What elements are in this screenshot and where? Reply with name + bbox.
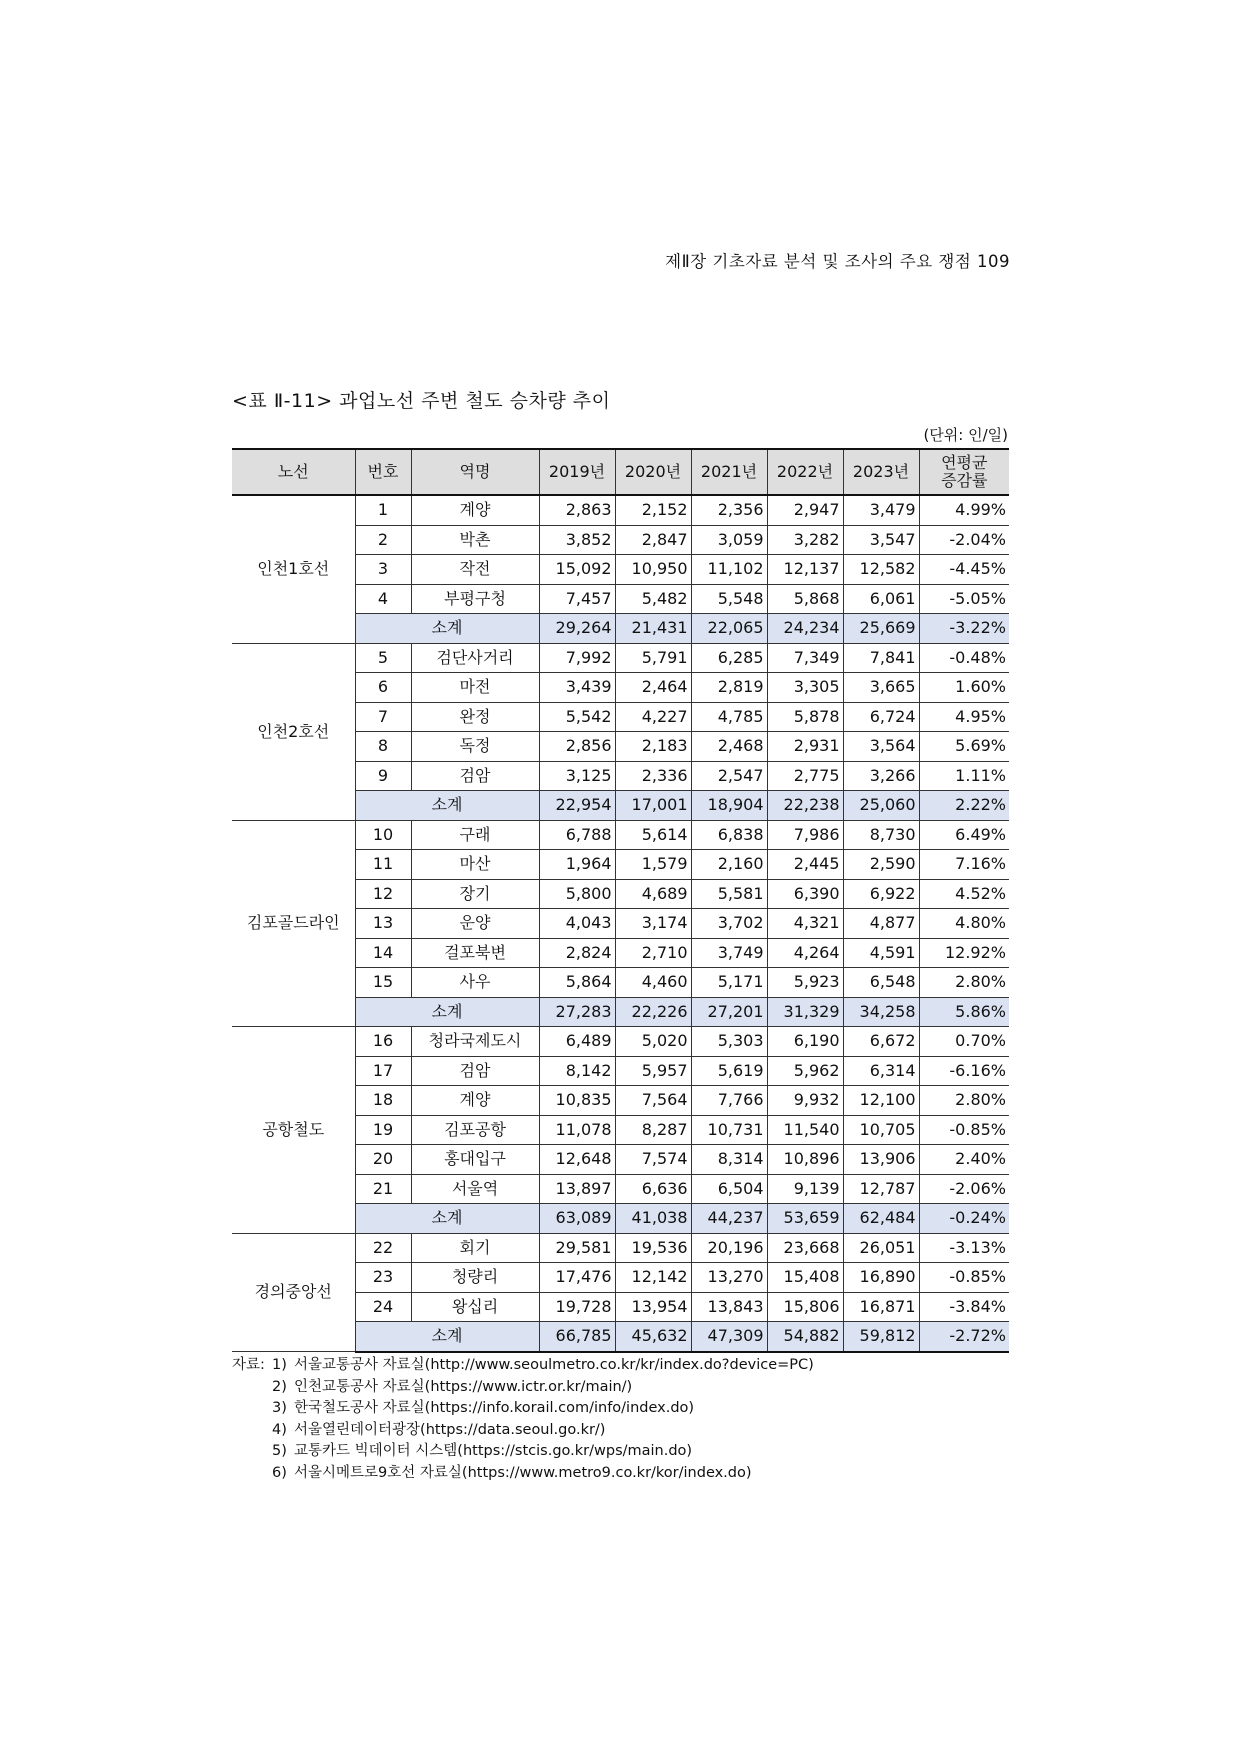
value-cell: 2,160 [691,850,767,880]
value-cell: 4,591 [843,938,919,968]
col-header: 2022년 [767,449,843,495]
subtotal-label: 소계 [355,1204,539,1234]
source-text: 서울교통공사 자료실(http://www.seoulmetro.co.kr/kr/index.do?device=PC) [294,1357,814,1373]
value-cell: 2,863 [539,495,615,525]
value-cell: 53,659 [767,1204,843,1234]
value-cell: 10,731 [691,1115,767,1145]
value-cell: 6.49% [919,820,1009,850]
station-number: 11 [355,850,411,880]
line-name: 인천2호선 [232,643,355,820]
line-group [232,495,1009,643]
value-cell: 5,868 [767,584,843,614]
station-number: 13 [355,909,411,939]
value-cell: 5,581 [691,879,767,909]
value-cell: 7.16% [919,850,1009,880]
value-cell: 8,287 [615,1115,691,1145]
value-cell: 3,059 [691,525,767,555]
col-header: 2019년 [539,449,615,495]
subtotal-label: 소계 [355,791,539,821]
value-cell: 2,819 [691,673,767,703]
value-cell: 3,282 [767,525,843,555]
unit-label: (단위: 인/일) [923,426,1008,444]
value-cell: 6,390 [767,879,843,909]
value-cell: 22,238 [767,791,843,821]
value-cell: 3,266 [843,761,919,791]
source-item [232,1398,1012,1420]
source-text: 서울열린데이터광장(https://data.seoul.go.kr/) [294,1421,606,1438]
station-number: 20 [355,1145,411,1175]
value-cell: 12,142 [615,1263,691,1293]
source-number: 5) [272,1443,287,1459]
value-cell: 2,847 [615,525,691,555]
value-cell: 2,931 [767,732,843,762]
value-cell: 22,226 [615,997,691,1027]
value-cell: 10,896 [767,1145,843,1175]
station-number: 23 [355,1263,411,1293]
value-cell: 2,824 [539,938,615,968]
value-cell: 7,992 [539,643,615,673]
value-cell: 2,356 [691,495,767,525]
line-name: 경의중앙선 [232,1233,355,1352]
value-cell: 23,668 [767,1233,843,1263]
value-cell: 4,689 [615,879,691,909]
value-cell: -5.05% [919,584,1009,614]
value-cell: 2,183 [615,732,691,762]
value-cell: 7,349 [767,643,843,673]
value-cell: 12,648 [539,1145,615,1175]
station-name: 왕십리 [411,1292,539,1322]
source-item [232,1420,1012,1442]
station-name: 청량리 [411,1263,539,1293]
value-cell: 5.69% [919,732,1009,762]
line-group [232,1233,1009,1352]
value-cell: 8,730 [843,820,919,850]
subtotal-label: 소계 [355,614,539,644]
station-name: 검암 [411,761,539,791]
header-row [232,449,1009,495]
value-cell: 62,484 [843,1204,919,1234]
value-cell: 2,947 [767,495,843,525]
table-row [232,495,1009,525]
value-cell: 54,882 [767,1322,843,1352]
table-row [232,1233,1009,1263]
value-cell: 4.99% [919,495,1009,525]
value-cell: 6,922 [843,879,919,909]
value-cell: -2.06% [919,1174,1009,1204]
line-name: 인천1호선 [232,495,355,643]
value-cell: -4.45% [919,555,1009,585]
value-cell: 8,142 [539,1056,615,1086]
value-cell: 12,787 [843,1174,919,1204]
value-cell: 17,001 [615,791,691,821]
value-cell: 3,702 [691,909,767,939]
value-cell: 5,548 [691,584,767,614]
col-header: 노선 [232,449,355,495]
station-number: 2 [355,525,411,555]
table-row [232,820,1009,850]
value-cell: 1.60% [919,673,1009,703]
value-cell: 15,408 [767,1263,843,1293]
source-number: 4) [272,1421,287,1438]
table-title: <표 Ⅱ-11> 과업노선 주변 철도 승차량 추이 [232,390,611,412]
subtotal-label: 소계 [355,997,539,1027]
value-cell: 5,864 [539,968,615,998]
value-cell: 2,336 [615,761,691,791]
station-number: 21 [355,1174,411,1204]
station-number: 9 [355,761,411,791]
station-number: 14 [355,938,411,968]
subtotal-label: 소계 [355,1322,539,1352]
station-number: 1 [355,495,411,525]
value-cell: 4,264 [767,938,843,968]
value-cell: 7,766 [691,1086,767,1116]
value-cell: 63,089 [539,1204,615,1234]
source-item [232,1441,1012,1463]
value-cell: 59,812 [843,1322,919,1352]
value-cell: 41,038 [615,1204,691,1234]
value-cell: 47,309 [691,1322,767,1352]
value-cell: 4,227 [615,702,691,732]
value-cell: 16,890 [843,1263,919,1293]
value-cell: 27,201 [691,997,767,1027]
value-cell: 4,785 [691,702,767,732]
value-cell: 7,986 [767,820,843,850]
col-header: 2023년 [843,449,919,495]
value-cell: 15,092 [539,555,615,585]
col-header: 역명 [411,449,539,495]
station-name: 검단사거리 [411,643,539,673]
station-number: 19 [355,1115,411,1145]
table-row [232,1027,1009,1057]
value-cell: -2.04% [919,525,1009,555]
value-cell: 12.92% [919,938,1009,968]
source-number: 3) [272,1400,287,1416]
station-number: 15 [355,968,411,998]
value-cell: 45,632 [615,1322,691,1352]
value-cell: 26,051 [843,1233,919,1263]
col-header: 2020년 [615,449,691,495]
source-text: 서울시메트로9호선 자료실(https://www.metro9.co.kr/kor/index.do) [294,1464,752,1481]
value-cell: 10,835 [539,1086,615,1116]
ridership-table [232,448,1009,1353]
value-cell: 5,791 [615,643,691,673]
value-cell: 3,547 [843,525,919,555]
value-cell: 25,669 [843,614,919,644]
value-cell: 5,962 [767,1056,843,1086]
line-name: 공항철도 [232,1027,355,1234]
station-name: 운양 [411,909,539,939]
value-cell: 6,061 [843,584,919,614]
value-cell: 2,445 [767,850,843,880]
station-name: 구래 [411,820,539,850]
value-cell: 6,788 [539,820,615,850]
value-cell: 4.95% [919,702,1009,732]
source-lead [232,1398,272,1420]
value-cell: -0.48% [919,643,1009,673]
value-cell: 25,060 [843,791,919,821]
value-cell: 6,636 [615,1174,691,1204]
value-cell: 2.40% [919,1145,1009,1175]
station-number: 6 [355,673,411,703]
value-cell: -2.72% [919,1322,1009,1352]
station-number: 16 [355,1027,411,1057]
source-lead [232,1463,272,1485]
value-cell: 2,152 [615,495,691,525]
line-name: 김포골드라인 [232,820,355,1027]
value-cell: 18,904 [691,791,767,821]
value-cell: 27,283 [539,997,615,1027]
value-cell: 16,871 [843,1292,919,1322]
table-row [232,643,1009,673]
value-cell: -3.13% [919,1233,1009,1263]
station-name: 장기 [411,879,539,909]
value-cell: 31,329 [767,997,843,1027]
source-item [232,1355,1012,1377]
station-number: 17 [355,1056,411,1086]
value-cell: 24,234 [767,614,843,644]
value-cell: 5,303 [691,1027,767,1057]
value-cell: 6,548 [843,968,919,998]
value-cell: 2,590 [843,850,919,880]
station-name: 계양 [411,1086,539,1116]
value-cell: -0.85% [919,1263,1009,1293]
value-cell: 7,841 [843,643,919,673]
col-header: 연평균 증감률 [919,449,1009,495]
value-cell: 4,043 [539,909,615,939]
value-cell: 2.80% [919,1086,1009,1116]
source-text: 교통카드 빅데이터 시스템(https://stcis.go.kr/wps/main.do) [294,1443,693,1459]
value-cell: 1.11% [919,761,1009,791]
value-cell: 4,321 [767,909,843,939]
value-cell: 22,065 [691,614,767,644]
value-cell: 4.52% [919,879,1009,909]
source-item [232,1377,1012,1399]
value-cell: 8,314 [691,1145,767,1175]
value-cell: 7,564 [615,1086,691,1116]
value-cell: 15,806 [767,1292,843,1322]
station-number: 18 [355,1086,411,1116]
value-cell: 3,125 [539,761,615,791]
value-cell: 5.86% [919,997,1009,1027]
value-cell: 21,431 [615,614,691,644]
value-cell: 13,906 [843,1145,919,1175]
station-name: 작전 [411,555,539,585]
value-cell: 0.70% [919,1027,1009,1057]
value-cell: -3.84% [919,1292,1009,1322]
station-name: 청라국제도시 [411,1027,539,1057]
value-cell: 5,957 [615,1056,691,1086]
station-number: 22 [355,1233,411,1263]
value-cell: 19,536 [615,1233,691,1263]
value-cell: 5,923 [767,968,843,998]
value-cell: 4,877 [843,909,919,939]
value-cell: 6,724 [843,702,919,732]
value-cell: 11,078 [539,1115,615,1145]
value-cell: 12,582 [843,555,919,585]
value-cell: 2.80% [919,968,1009,998]
station-number: 7 [355,702,411,732]
value-cell: 5,878 [767,702,843,732]
value-cell: 29,264 [539,614,615,644]
value-cell: -3.22% [919,614,1009,644]
value-cell: 9,932 [767,1086,843,1116]
value-cell: 20,196 [691,1233,767,1263]
page-header: 제Ⅱ장 기초자료 분석 및 조사의 주요 쟁점 109 [665,252,1010,271]
value-cell: 2,547 [691,761,767,791]
station-number: 10 [355,820,411,850]
station-name: 마전 [411,673,539,703]
value-cell: 7,457 [539,584,615,614]
value-cell: 11,540 [767,1115,843,1145]
source-lead [232,1420,272,1442]
line-group [232,643,1009,820]
value-cell: 10,705 [843,1115,919,1145]
source-item [232,1463,1012,1485]
value-cell: 5,482 [615,584,691,614]
station-name: 완정 [411,702,539,732]
value-cell: 6,190 [767,1027,843,1057]
source-text: 인천교통공사 자료실(https://www.ictr.or.kr/main/) [294,1378,633,1395]
value-cell: 3,564 [843,732,919,762]
col-header: 2021년 [691,449,767,495]
station-name: 부평구청 [411,584,539,614]
value-cell: 3,749 [691,938,767,968]
value-cell: 6,838 [691,820,767,850]
value-cell: 3,852 [539,525,615,555]
station-name: 독정 [411,732,539,762]
station-name: 홍대입구 [411,1145,539,1175]
value-cell: 2,710 [615,938,691,968]
station-number: 3 [355,555,411,585]
value-cell: 2,856 [539,732,615,762]
station-number: 5 [355,643,411,673]
value-cell: 9,139 [767,1174,843,1204]
station-name: 박촌 [411,525,539,555]
station-name: 걸포북변 [411,938,539,968]
value-cell: 66,785 [539,1322,615,1352]
value-cell: 1,964 [539,850,615,880]
sources [232,1355,1012,1484]
value-cell: 12,100 [843,1086,919,1116]
value-cell: 6,285 [691,643,767,673]
station-number: 8 [355,732,411,762]
value-cell: 6,504 [691,1174,767,1204]
value-cell: 29,581 [539,1233,615,1263]
value-cell: 2,775 [767,761,843,791]
col-header: 번호 [355,449,411,495]
value-cell: 34,258 [843,997,919,1027]
value-cell: 3,174 [615,909,691,939]
source-text: 한국철도공사 자료실(https://info.korail.com/info/index.do) [294,1400,695,1416]
value-cell: 3,665 [843,673,919,703]
value-cell: 3,439 [539,673,615,703]
station-name: 서울역 [411,1174,539,1204]
value-cell: 6,489 [539,1027,615,1057]
source-lead [232,1377,272,1399]
value-cell: 22,954 [539,791,615,821]
value-cell: -0.85% [919,1115,1009,1145]
value-cell: 44,237 [691,1204,767,1234]
station-name: 사우 [411,968,539,998]
value-cell: 3,305 [767,673,843,703]
value-cell: 13,843 [691,1292,767,1322]
value-cell: 4,460 [615,968,691,998]
value-cell: -6.16% [919,1056,1009,1086]
value-cell: 11,102 [691,555,767,585]
value-cell: 4.80% [919,909,1009,939]
station-name: 검암 [411,1056,539,1086]
value-cell: 3,479 [843,495,919,525]
value-cell: 13,270 [691,1263,767,1293]
value-cell: 2,464 [615,673,691,703]
station-name: 계양 [411,495,539,525]
station-number: 12 [355,879,411,909]
value-cell: -0.24% [919,1204,1009,1234]
line-group [232,820,1009,1027]
station-name: 마산 [411,850,539,880]
value-cell: 12,137 [767,555,843,585]
value-cell: 5,542 [539,702,615,732]
value-cell: 5,614 [615,820,691,850]
value-cell: 10,950 [615,555,691,585]
value-cell: 13,897 [539,1174,615,1204]
value-cell: 6,672 [843,1027,919,1057]
source-lead: 자료: [232,1357,265,1373]
value-cell: 19,728 [539,1292,615,1322]
value-cell: 2,468 [691,732,767,762]
value-cell: 5,171 [691,968,767,998]
value-cell: 1,579 [615,850,691,880]
value-cell: 5,020 [615,1027,691,1057]
value-cell: 7,574 [615,1145,691,1175]
source-number: 2) [272,1378,287,1395]
line-group [232,1027,1009,1234]
value-cell: 5,800 [539,879,615,909]
station-number: 24 [355,1292,411,1322]
source-number: 6) [272,1464,287,1481]
value-cell: 17,476 [539,1263,615,1293]
station-name: 김포공항 [411,1115,539,1145]
value-cell: 6,314 [843,1056,919,1086]
source-number: 1) [272,1357,287,1373]
station-number: 4 [355,584,411,614]
station-name: 회기 [411,1233,539,1263]
value-cell: 13,954 [615,1292,691,1322]
value-cell: 5,619 [691,1056,767,1086]
value-cell: 2.22% [919,791,1009,821]
source-lead [232,1441,272,1463]
